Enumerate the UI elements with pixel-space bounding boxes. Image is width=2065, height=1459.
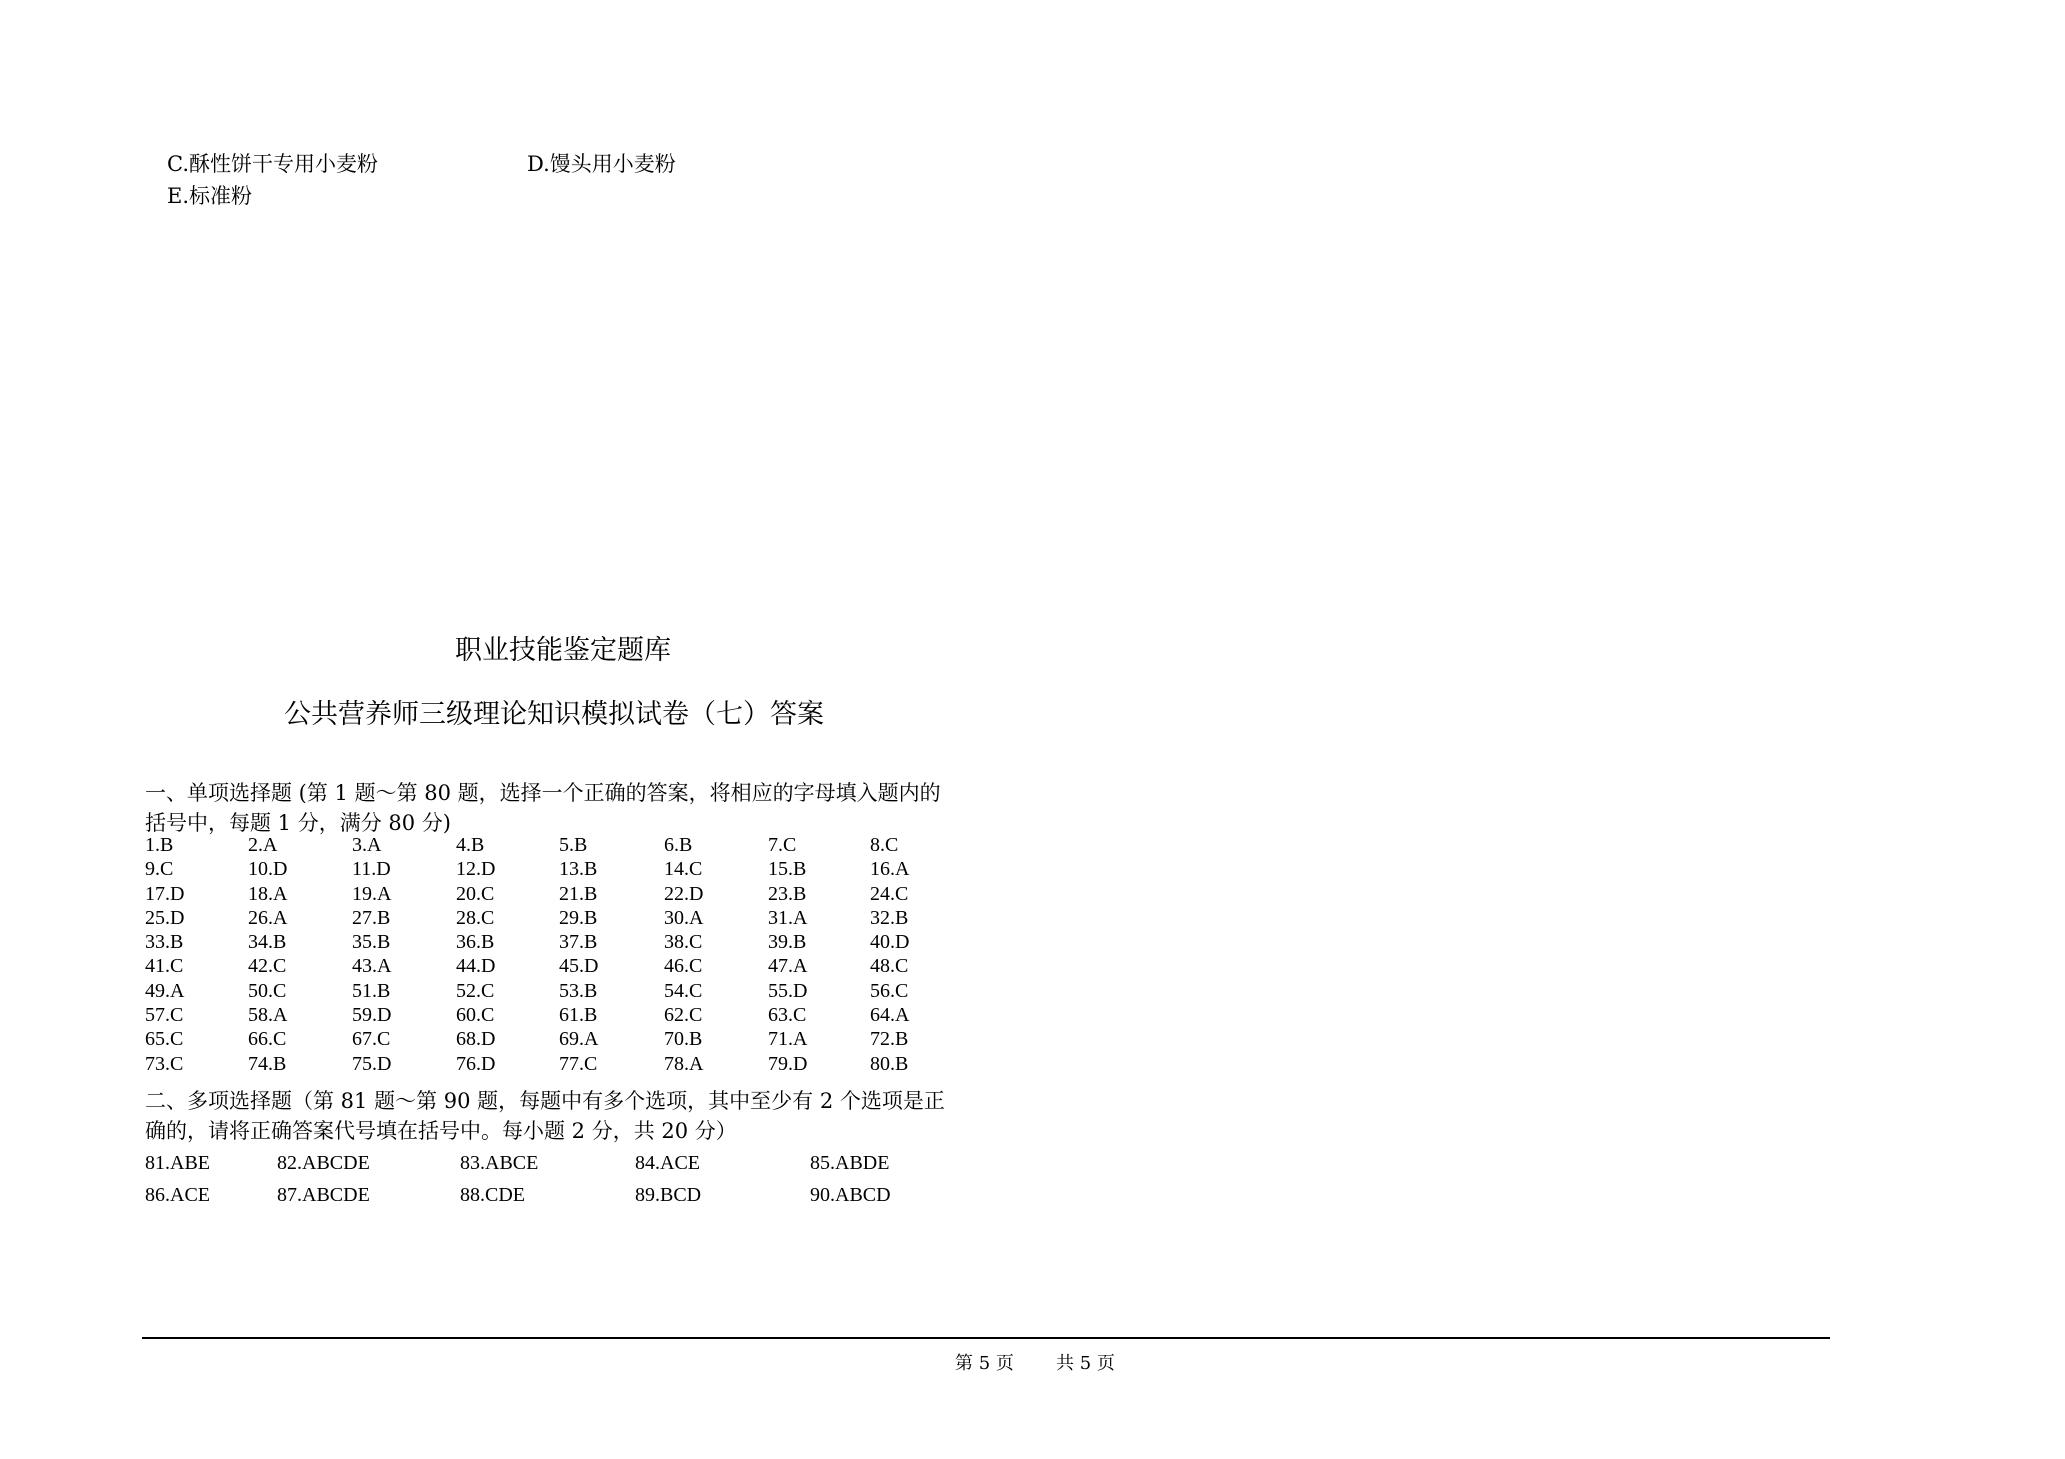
answer-cell: 20.C (456, 882, 495, 905)
answer-cell: 34.B (248, 931, 287, 954)
answer-cell: 4.B (456, 834, 485, 856)
section2-heading-line1: 二、多项选择题（第 81 题～第 90 题，每题中有多个选项，其中至少有 2 个选项是正 (145, 1089, 945, 1113)
multi-answer-cell: 88.CDE (460, 1184, 525, 1206)
answer-cell: 62.C (664, 1004, 703, 1027)
section1-heading-line1: 一、单项选择题 (第 1 题～第 80 题，选择一个正确的答案，将相应的字母填入题内的 (145, 781, 941, 805)
answer-cell: 79.D (768, 1052, 808, 1075)
answer-cell: 63.C (768, 1004, 807, 1027)
answer-cell: 11.D (352, 858, 391, 881)
answer-cell: 14.C (664, 858, 703, 881)
answer-cell: 59.D (352, 1004, 392, 1027)
answer-cell: 55.D (768, 979, 808, 1002)
answer-cell: 36.B (456, 931, 495, 954)
answer-cell: 21.B (559, 882, 598, 905)
answer-cell: 49.A (145, 979, 185, 1002)
answer-cell: 10.D (248, 858, 288, 881)
answer-cell: 41.C (145, 955, 184, 978)
answer-cell: 74.B (248, 1052, 287, 1075)
option-c: C.酥性饼干专用小麦粉 (167, 152, 378, 176)
multi-answer-cell: 83.ABCE (460, 1152, 539, 1174)
option-e: E.标准粉 (167, 184, 253, 208)
answer-cell: 5.B (559, 834, 588, 856)
answer-cell: 45.D (559, 955, 599, 978)
answer-cell: 52.C (456, 979, 495, 1002)
answer-cell: 8.C (870, 834, 899, 856)
answer-cell: 48.C (870, 955, 909, 978)
answer-cell: 57.C (145, 1004, 184, 1027)
answer-cell: 54.C (664, 979, 703, 1002)
section2-heading-line2: 确的，请将正确答案代号填在括号中。每小题 2 分，共 20 分） (145, 1119, 737, 1143)
answer-cell: 25.D (145, 906, 185, 929)
answer-cell: 68.D (456, 1028, 496, 1051)
answer-cell: 71.A (768, 1028, 808, 1051)
answer-cell: 15.B (768, 858, 807, 881)
footer-divider (142, 1337, 1830, 1339)
answer-cell: 1.B (145, 834, 174, 856)
answer-cell: 75.D (352, 1052, 392, 1075)
multi-answer-cell: 87.ABCDE (277, 1184, 370, 1206)
answer-cell: 7.C (768, 834, 797, 856)
answer-cell: 58.A (248, 1004, 288, 1027)
answer-cell: 31.A (768, 906, 808, 929)
answer-cell: 80.B (870, 1052, 909, 1075)
answer-cell: 43.A (352, 955, 392, 978)
answer-cell: 61.B (559, 1004, 598, 1027)
answer-cell: 78.A (664, 1052, 704, 1075)
multi-answer-cell: 90.ABCD (810, 1184, 891, 1206)
answer-cell: 12.D (456, 858, 496, 881)
answer-cell: 26.A (248, 906, 288, 929)
answer-cell: 37.B (559, 931, 598, 954)
answer-cell: 69.A (559, 1028, 599, 1051)
answer-cell: 39.B (768, 931, 807, 954)
answer-cell: 22.D (664, 882, 704, 905)
answer-cell: 65.C (145, 1028, 184, 1051)
answer-cell: 9.C (145, 858, 174, 881)
multi-answer-cell: 82.ABCDE (277, 1152, 370, 1174)
answer-cell: 47.A (768, 955, 808, 978)
answer-cell: 23.B (768, 882, 807, 905)
answer-cell: 66.C (248, 1028, 287, 1051)
answer-cell: 24.C (870, 882, 909, 905)
answer-cell: 6.B (664, 834, 693, 856)
multi-answer-cell: 85.ABDE (810, 1152, 890, 1174)
multi-answer-cell: 81.ABE (145, 1152, 210, 1174)
answer-cell: 67.C (352, 1028, 391, 1051)
answer-cell: 33.B (145, 931, 184, 954)
answer-cell: 77.C (559, 1052, 598, 1075)
answer-cell: 27.B (352, 906, 391, 929)
answer-cell: 56.C (870, 979, 909, 1002)
answer-cell: 60.C (456, 1004, 495, 1027)
answer-cell: 17.D (145, 882, 185, 905)
answer-cell: 13.B (559, 858, 598, 881)
answer-cell: 46.C (664, 955, 703, 978)
answer-cell: 42.C (248, 955, 287, 978)
answer-cell: 19.A (352, 882, 392, 905)
answer-cell: 32.B (870, 906, 909, 929)
answer-cell: 44.D (456, 955, 496, 978)
answer-cell: 30.A (664, 906, 704, 929)
answer-cell: 50.C (248, 979, 287, 1002)
answer-cell: 64.A (870, 1004, 910, 1027)
answer-cell: 3.A (352, 834, 382, 856)
answer-cell: 28.C (456, 906, 495, 929)
answer-cell: 18.A (248, 882, 288, 905)
option-d: D.馒头用小麦粉 (527, 152, 676, 176)
answer-cell: 16.A (870, 858, 910, 881)
answer-cell: 73.C (145, 1052, 184, 1075)
multi-answer-cell: 84.ACE (635, 1152, 700, 1174)
answer-cell: 70.B (664, 1028, 703, 1051)
answer-cell: 53.B (559, 979, 598, 1002)
exam-answer-title: 公共营养师三级理论知识模拟试卷（七）答案 (284, 699, 824, 730)
document-title: 职业技能鉴定题库 (455, 635, 671, 666)
multi-answer-cell: 86.ACE (145, 1184, 210, 1206)
answer-cell: 2.A (248, 834, 278, 856)
section1-heading-line2: 括号中，每题 1 分，满分 80 分) (145, 811, 451, 835)
answer-cell: 76.D (456, 1052, 496, 1075)
answer-cell: 35.B (352, 931, 391, 954)
answer-cell: 29.B (559, 906, 598, 929)
multi-answer-cell: 89.BCD (635, 1184, 702, 1206)
answer-cell: 51.B (352, 979, 391, 1002)
page-number: 第 5 页 (955, 1353, 1014, 1374)
answer-cell: 40.D (870, 931, 910, 954)
answer-cell: 38.C (664, 931, 703, 954)
page-total: 共 5 页 (1056, 1353, 1115, 1374)
answer-cell: 72.B (870, 1028, 909, 1051)
